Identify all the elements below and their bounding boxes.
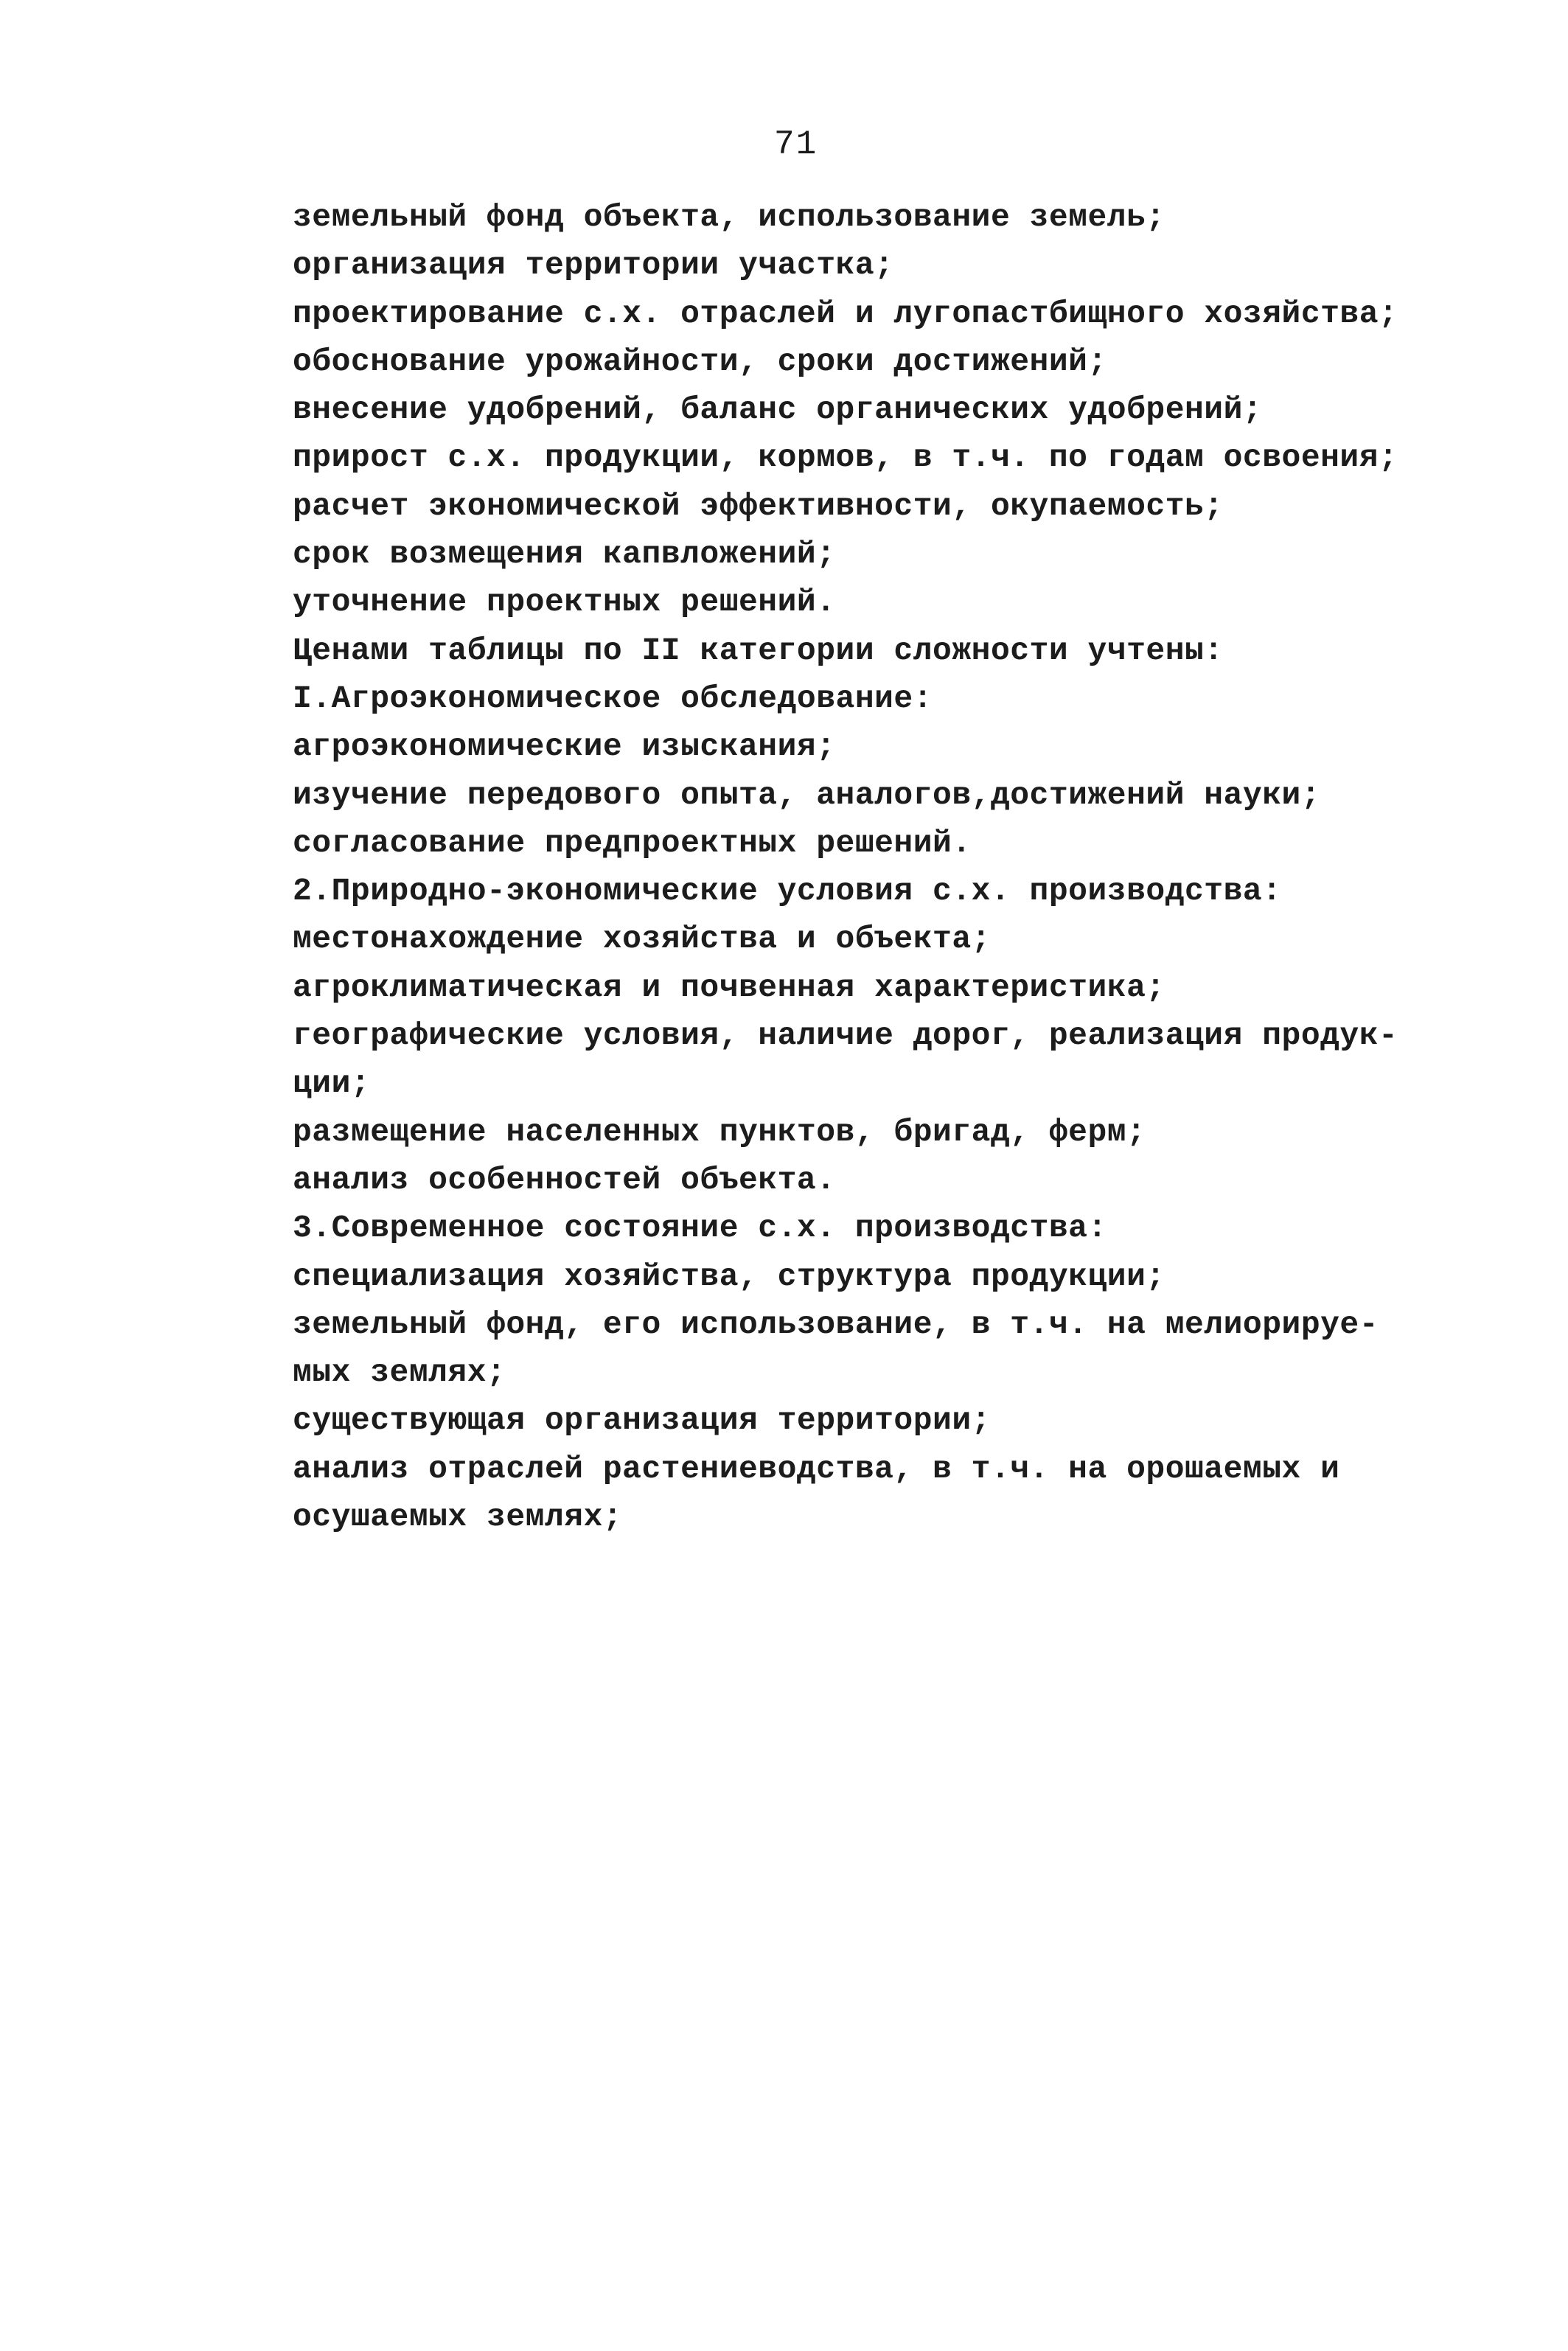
text-line: прирост с.х. продукции, кормов, в т.ч. по годам освоения; <box>293 439 1398 476</box>
text-line: ции; <box>293 1065 371 1102</box>
text-line: существующая организация территории; <box>293 1402 991 1439</box>
text-line: специализация хозяйства, структура продукции; <box>293 1258 1165 1295</box>
section-heading-2: 2.Природно-экономические условия с.х. производства: <box>293 873 1282 910</box>
text-line: расчет экономической эффективности, окупаемость; <box>293 487 1224 524</box>
text-line: уточнение проектных решений. <box>293 584 836 621</box>
text-line: земельный фонд объекта, использование земель; <box>293 199 1165 235</box>
text-line: размещение населенных пунктов, бригад, ферм; <box>293 1113 1146 1150</box>
text-line: изучение передового опыта, аналогов,достижений науки; <box>293 776 1321 813</box>
text-line: мых землях; <box>293 1354 506 1391</box>
page-number: 71 <box>774 125 818 164</box>
body-text <box>293 193 1398 1541</box>
text-line: местонахождение хозяйства и объекта; <box>293 921 991 958</box>
text-line: анализ особенностей объекта. <box>293 1161 836 1198</box>
section-heading-1: I.Агроэкономическое обследование: <box>293 680 933 717</box>
text-line: согласование предпроектных решений. <box>293 824 972 861</box>
text-line: срок возмещения капвложений; <box>293 536 836 573</box>
text-line: агроэкономические изыскания; <box>293 728 836 765</box>
section-intro: Ценами таблицы по II категории сложности учтены: <box>293 632 1224 669</box>
section-heading-3: 3.Современное состояние с.х. производства: <box>293 1210 1107 1247</box>
text-line: обоснование урожайности, сроки достижений; <box>293 343 1107 380</box>
text-line: проектирование с.х. отраслей и лугопастбищного хозяйства; <box>293 295 1398 332</box>
text-line: осушаемых землях; <box>293 1499 623 1536</box>
text-line: организация территории участка; <box>293 247 894 284</box>
text-line: географические условия, наличие дорог, реализация продук- <box>293 1017 1398 1054</box>
text-line: агроклиматическая и почвенная характеристика; <box>293 969 1165 1006</box>
text-line: внесение удобрений, баланс органических удобрений; <box>293 391 1263 428</box>
text-line: земельный фонд, его использование, в т.ч. на мелиорируе- <box>293 1306 1379 1342</box>
text-line: анализ отраслей растениеводства, в т.ч. на орошаемых и <box>293 1450 1340 1487</box>
